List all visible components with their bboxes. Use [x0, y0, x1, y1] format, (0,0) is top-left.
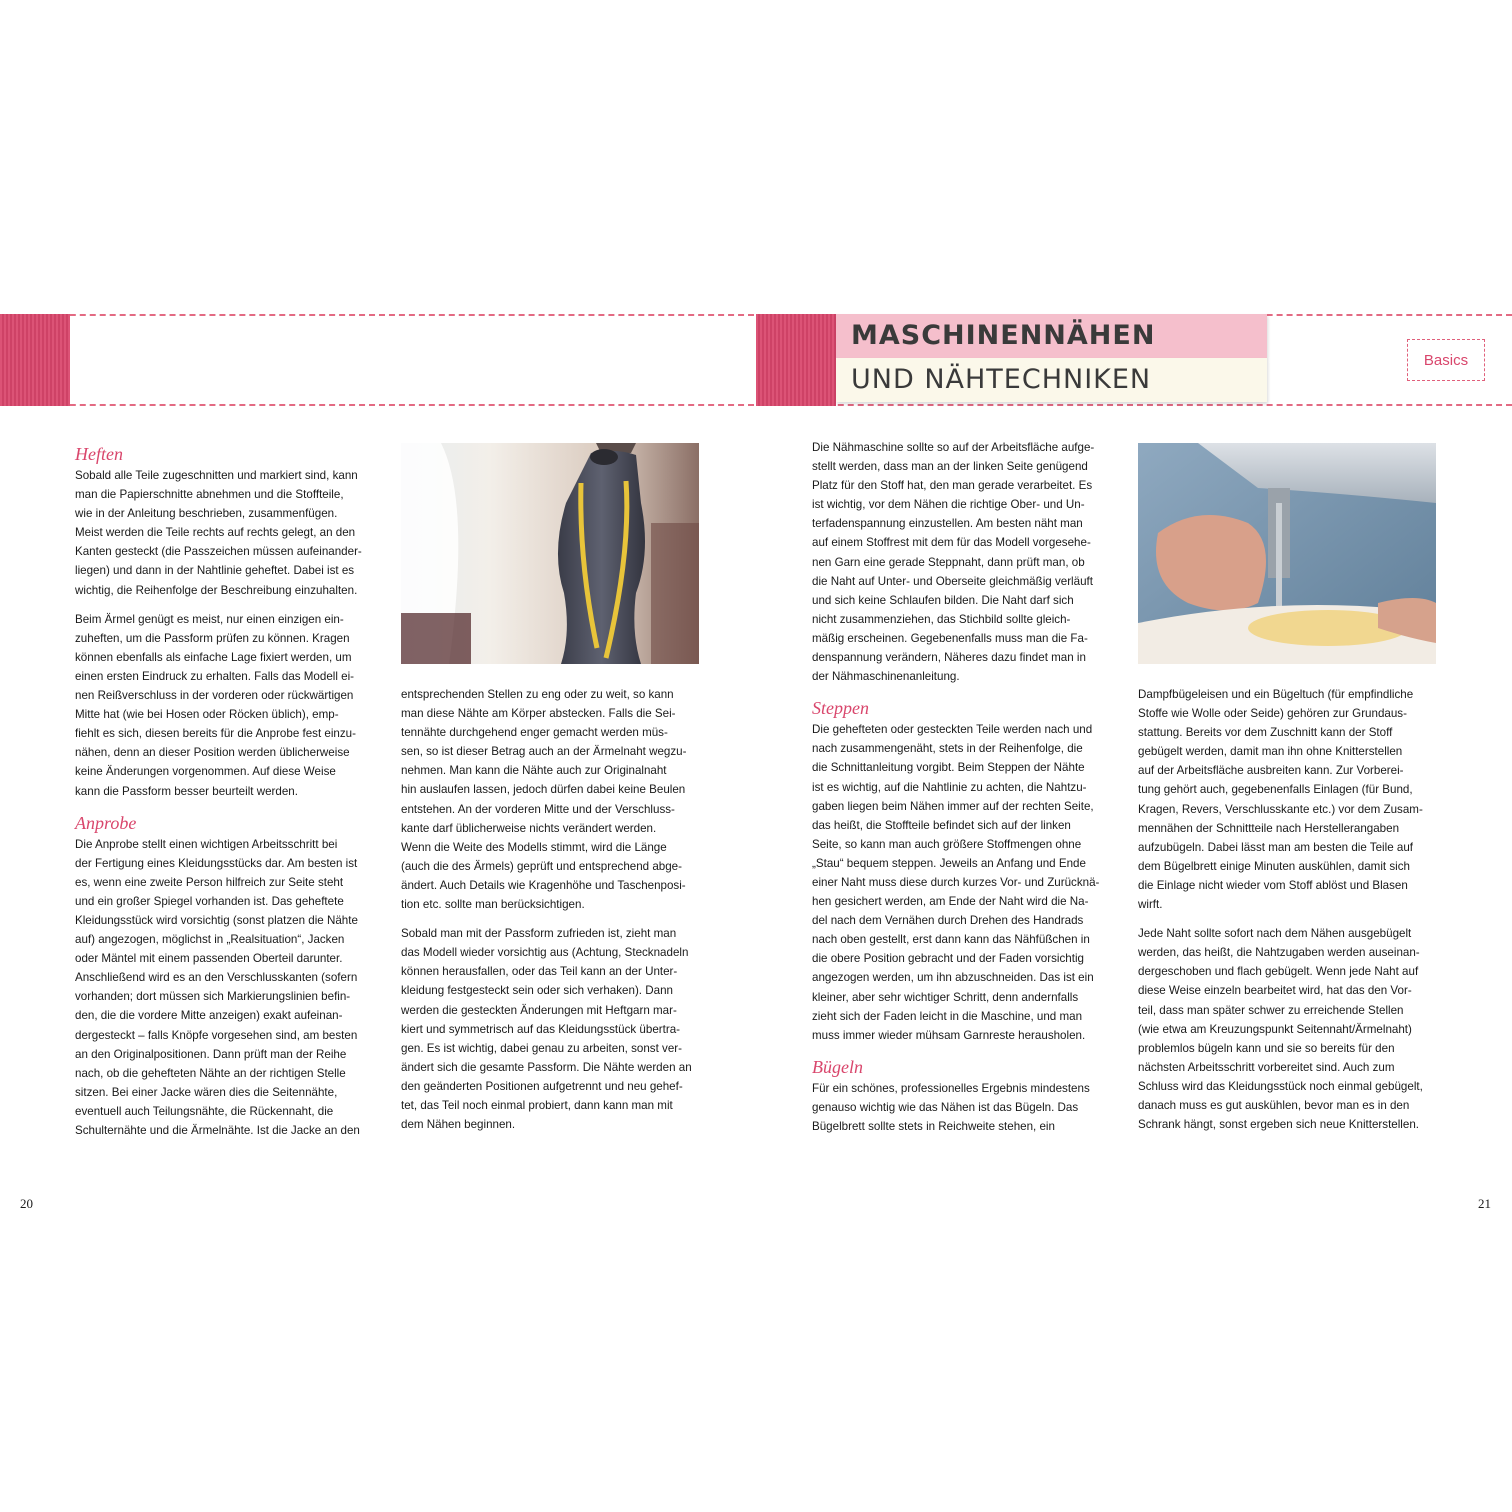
text-line: den, die die vordere Mitte anzeigen) exakt aufeinan- — [75, 1009, 343, 1023]
text-line: ändert sich die gesamte Passform. Die Nähte werden an — [401, 1060, 692, 1074]
text-line: nächsten Arbeitsschritt vorbereitet sind. Auch zum — [1138, 1060, 1395, 1074]
text-line: und ein großer Spiegel vorhanden ist. Das geheftete — [75, 894, 344, 908]
text-line: den geänderten Positionen aufgetrennt und neu gehef- — [401, 1079, 683, 1093]
title-box-secondary — [836, 358, 1267, 402]
text-line: genauso wichtig wie das Nähen ist das Bügeln. Das — [812, 1100, 1079, 1114]
text-line: einer Naht muss diese durch kurzes Vor- und Zurücknä- — [812, 875, 1100, 889]
page-subtitle: UND NÄHTECHNIKEN — [851, 364, 1152, 395]
text-line: auf einem Stoffrest mit dem für das Modell vorgesehe- — [812, 536, 1091, 550]
text-line: teil, dass man später schwer zu erreichende Stellen — [1138, 1003, 1404, 1017]
text-line: tion etc. sollte man berücksichtigen. — [401, 898, 585, 912]
section-heading-heften: Heften — [75, 444, 123, 464]
text-line: auf) angezogen, möglichst in „Realsituation“, Jacken — [75, 933, 345, 947]
text-line: Bügelbrett sollte stets in Reichweite stehen, ein — [812, 1120, 1055, 1133]
text-line: nehmen. Man kann die Nähte auch zur Originalnaht — [401, 764, 667, 778]
text-line: Kragen, Revers, Verschlusskante etc.) vor dem Zusam- — [1138, 802, 1423, 816]
text-line: Die Anprobe stellt einen wichtigen Arbeitsschritt bei — [75, 837, 338, 851]
right-ribbon-tab — [756, 314, 836, 406]
text-line: Platz für den Stoff hat, den man gerade verarbeitet. Es — [812, 479, 1093, 493]
text-line: gen. Es ist wichtig, dabei genau zu arbeiten, sonst ver- — [401, 1041, 682, 1055]
text-line: nähen, denn an dieser Position werden üblicherweise — [75, 746, 350, 760]
text-line: werden, das heißt, die Nahtzugaben werden auseinan- — [1138, 946, 1420, 960]
text-line: Die Nähmaschine sollte so auf der Arbeitsfläche aufge- — [812, 441, 1095, 454]
text-line: dergesteckt – falls Knöpfe vorgesehen sind, am besten — [75, 1028, 358, 1042]
text-line: können ebenfalls als einfache Lage fixiert werden, um — [75, 650, 352, 664]
text-line: mennähen der Schnittteile nach Herstellerangaben — [1138, 821, 1400, 835]
text-line: tet, das Teil noch einmal probiert, dann kann man mit — [401, 1098, 673, 1112]
text-line: entsprechenden Stellen zu eng oder zu weit, so kann — [401, 688, 674, 701]
text-line: Seite, so kann man auch größere Stoffmengen ohne — [812, 837, 1082, 851]
text-line: Schulternähte und die Ärmelnähte. Ist die Jacke an den — [75, 1124, 360, 1137]
text-line: ändert. Auch Details wie Kragenhöhe und Taschenposi- — [401, 878, 686, 892]
text-line: vorhanden; dort müssen sich Markierungslinien befin- — [75, 990, 351, 1004]
text-line: „Stau“ bequem steppen. Jeweils an Anfang und Ende — [812, 856, 1086, 870]
text-line: das Modell wieder vorsichtig aus (Achtung, Stecknadeln — [401, 946, 689, 960]
text-line: man die Papierschnitte abnehmen und die Stoffteile, — [75, 488, 344, 502]
text-line: nicht zusammenziehen, das Stichbild sollte gleich- — [812, 612, 1071, 626]
text-line: terfadenspannung einzustellen. Am besten näht man — [812, 517, 1083, 531]
text-line: entstehen. An der vorderen Mitte und der Verschluss- — [401, 802, 675, 816]
text-line: nach zusammengenäht, stets in der Reihenfolge, die — [812, 742, 1083, 756]
section-heading-anprobe: Anprobe — [75, 812, 137, 833]
paragraph — [1138, 924, 1436, 1134]
text-line: dergeschoben und flach gebügelt. Wenn jede Naht auf — [1138, 965, 1419, 979]
text-line: Beim Ärmel genügt es meist, nur einen einzigen ein- — [75, 612, 344, 626]
paragraph — [401, 924, 699, 1134]
sewing-machine-photo — [1138, 443, 1436, 664]
text-line: an den Originalpositionen. Dann prüft man der Reihe — [75, 1047, 347, 1061]
text-line: hen gesichert werden, am Ende der Naht wird die Na- — [812, 895, 1089, 909]
text-line: Mitte hat (wie bei Hosen oder Röcken üblich), emp- — [75, 708, 339, 722]
section-badge: Basics — [1407, 339, 1485, 381]
text-line: die obere Position gebracht und der Faden vorsichtig — [812, 952, 1084, 966]
text-line: danach muss es gut auskühlen, bevor man es in den — [1138, 1098, 1410, 1112]
section-heading-buegeln: Bügeln — [812, 1056, 863, 1077]
paragraph — [812, 1079, 1110, 1136]
text-line: muss immer wieder mühsam Garnreste herausholen. — [812, 1028, 1086, 1042]
text-line: (auch die des Ärmels) geprüft und entsprechend abge- — [401, 859, 682, 873]
text-line: tung gehört auch, gegebenenfalls Einlagen (für Bund, — [1138, 783, 1413, 797]
text-line: das heißt, die Stoffteile befindet sich auf der linken — [812, 818, 1071, 832]
left-ribbon-tab — [0, 314, 70, 406]
page-number-right: 21 — [1478, 1196, 1491, 1211]
text-line: Dampfbügeleisen und ein Bügeltuch (für empfindliche — [1138, 688, 1414, 701]
text-line: Jede Naht sollte sofort nach dem Nähen ausgebügelt — [1138, 927, 1412, 941]
title-box-primary — [836, 314, 1267, 358]
text-line: (wie etwa am Kreuzungspunkt Seitennaht/Ärmelnaht) — [1138, 1022, 1412, 1036]
text-line: Sobald man mit der Passform zufrieden ist, zieht man — [401, 927, 677, 941]
text-line: zuheften, um die Passform prüfen zu können. Kragen — [75, 631, 350, 645]
text-line: stellt werden, dass man an der linken Seite genügend — [812, 460, 1088, 474]
page-title: MASCHINENNÄHEN — [851, 320, 1156, 351]
text-line: es, wenn eine zweite Person hilfreich zur Seite steht — [75, 875, 344, 889]
text-line: Anschließend wird es an den Verschlusskanten (sofern — [75, 971, 358, 985]
paragraph — [812, 720, 1110, 1045]
text-line: der Nähmaschinenanleitung. — [812, 670, 960, 684]
text-line: die Einlage nicht wieder vom Stoff ablöst und Blasen — [1138, 878, 1408, 892]
text-line: die Naht auf Unter- und Oberseite gleichmäßig verläuft — [812, 574, 1093, 588]
text-line: Sobald alle Teile zugeschnitten und markiert sind, kann — [75, 469, 358, 482]
paragraph — [75, 835, 373, 1141]
paragraph — [75, 466, 373, 600]
text-line: dem Nähen beginnen. — [401, 1118, 516, 1132]
text-line: nen Reißverschluss in der vorderen oder rückwärtigen — [75, 689, 354, 703]
text-line: Wenn die Weite des Modells stimmt, wird die Länge — [401, 840, 667, 854]
text-line: wichtig, die Reihenfolge der Beschreibung einzuhalten. — [75, 583, 358, 597]
text-line: die Schnittanleitung vorgibt. Beim Steppen der Nähte — [812, 761, 1085, 775]
text-line: kann die Passform besser beurteilt werden. — [75, 784, 298, 798]
page-number-left: 20 — [20, 1196, 33, 1211]
text-line: liegen) und dann in der Nahtlinie geheftet. Dabei ist es — [75, 564, 355, 578]
text-line: dem Bügelbrett einige Minuten auskühlen, damit sich — [1138, 859, 1410, 873]
text-line: Kleidungsstück wird vorsichtig (sonst platzen die Nähte — [75, 913, 358, 927]
text-line: diese Weise einzeln bearbeitet wird, hat das den Vor- — [1138, 984, 1412, 998]
text-line: zieht sich der Faden leicht in die Maschine, und man — [812, 1009, 1083, 1023]
text-line: nen Garn eine gerade Steppnaht, dann prüft man, ob — [812, 555, 1085, 569]
text-line: kleiner, aber sehr wichtiger Schritt, denn andernfalls — [812, 990, 1079, 1004]
text-line: werden die gesteckten Änderungen mit Heftgarn mar- — [401, 1003, 677, 1017]
text-line: angezogen werden, um ihn abzuschneiden. Das ist ein — [812, 971, 1094, 985]
text-line: Kanten gesteckt (die Passzeichen müssen aufeinander- — [75, 545, 362, 559]
text-line: kiert und symmetrisch auf das Kleidungsstück übertra- — [401, 1022, 681, 1036]
text-line: oder Mäntel mit einem passenden Oberteil darunter. — [75, 952, 343, 966]
text-column-1 — [75, 438, 373, 1150]
text-line: gaben liegen beim Nähen immer auf der rechten Seite, — [812, 799, 1094, 813]
text-line: hin auslaufen lassen, jedoch dürfen dabei keine Beulen — [401, 783, 686, 797]
text-line: fiehlt es sich, diesen bereits für die Anprobe fest einzu- — [75, 727, 356, 741]
mannequin-photo — [401, 443, 699, 664]
text-line: eventuell auch Teilungsnähte, die Rückennaht, die — [75, 1104, 334, 1118]
text-line: ist wichtig, vor dem Nähen die richtige Ober- und Un- — [812, 498, 1085, 512]
text-line: aufzubügeln. Dabei lässt man am besten die Teile auf — [1138, 840, 1413, 854]
paragraph — [1138, 685, 1436, 914]
paragraph — [75, 610, 373, 801]
text-line: tennähte durchgehend enger gemacht werden müs- — [401, 726, 668, 740]
text-line: ist es wichtig, auf die Nahtlinie zu achten, die Nahtzu- — [812, 780, 1087, 794]
text-line: gebügelt werden, damit man ihn ohne Knitterstellen — [1138, 745, 1403, 759]
text-line: Stoffe wie Wolle oder Seide) gehören zur Grundaus- — [1138, 707, 1407, 721]
text-line: sen, so ist dieser Betrag auch an der Ärmelnaht wegzu- — [401, 745, 687, 759]
text-line: nach, ob die gehefteten Nähte an der richtigen Stelle — [75, 1066, 346, 1080]
text-column-2 — [401, 685, 699, 1144]
text-line: Meist werden die Teile rechts auf rechts gelegt, an den — [75, 526, 356, 540]
paragraph — [812, 438, 1110, 686]
text-line: nach oben gestellt, erst dann kann das Nähfüßchen in — [812, 933, 1090, 947]
text-line: können herausfallen, oder das Teil kann an der Unter- — [401, 965, 678, 979]
text-line: keine Änderungen vorgenommen. Auf diese Weise — [75, 765, 336, 779]
text-line: del nach dem Vernähen durch Drehen des Handrads — [812, 914, 1084, 928]
text-line: wirft. — [1138, 898, 1163, 912]
text-line: kleidung festgesteckt sein oder sich verhaken). Dann — [401, 984, 673, 998]
text-line: kante darf üblicherweise nichts verändert werden. — [401, 821, 657, 835]
text-line: auf der Arbeitsfläche ausbreiten kann. Zur Vorberei- — [1138, 764, 1404, 778]
text-line: Schrank hängt, sonst ergeben sich neue Knitterstellen. — [1138, 1118, 1420, 1132]
text-line: denspannung verändern, Näheres dazu findet man in — [812, 651, 1086, 665]
text-line: der Fertigung eines Kleidungsstücks dar. Am besten ist — [75, 856, 358, 870]
text-column-3 — [812, 438, 1110, 1146]
section-heading-steppen: Steppen — [812, 698, 869, 719]
text-line: mäßig erscheinen. Gegebenenfalls muss man die Fa- — [812, 631, 1088, 645]
text-line: und sich keine Schlaufen bilden. Die Naht darf sich — [812, 593, 1074, 607]
text-line: Die gehefteten oder gesteckten Teile werden nach und — [812, 723, 1093, 737]
paragraph — [401, 685, 699, 914]
text-line: Für ein schönes, professionelles Ergebnis mindestens — [812, 1081, 1090, 1095]
text-line: Schluss wird das Kleidungsstück noch einmal gebügelt, — [1138, 1079, 1423, 1093]
text-column-4 — [1138, 685, 1436, 1144]
text-line: man diese Nähte am Körper abstecken. Falls die Sei- — [401, 707, 676, 721]
text-line: einen ersten Eindruck zu erhalten. Falls das Modell ei- — [75, 669, 355, 683]
text-line: wie in der Anleitung beschrieben, zusammenfügen. — [75, 507, 338, 521]
text-line: sitzen. Bei einer Jacke wären dies die Seitennähte, — [75, 1085, 338, 1099]
text-line: problemlos bügeln kann und sie so bereits für den — [1138, 1041, 1395, 1055]
text-line: stattung. Bereits vor dem Zuschnitt kann der Stoff — [1138, 726, 1393, 740]
